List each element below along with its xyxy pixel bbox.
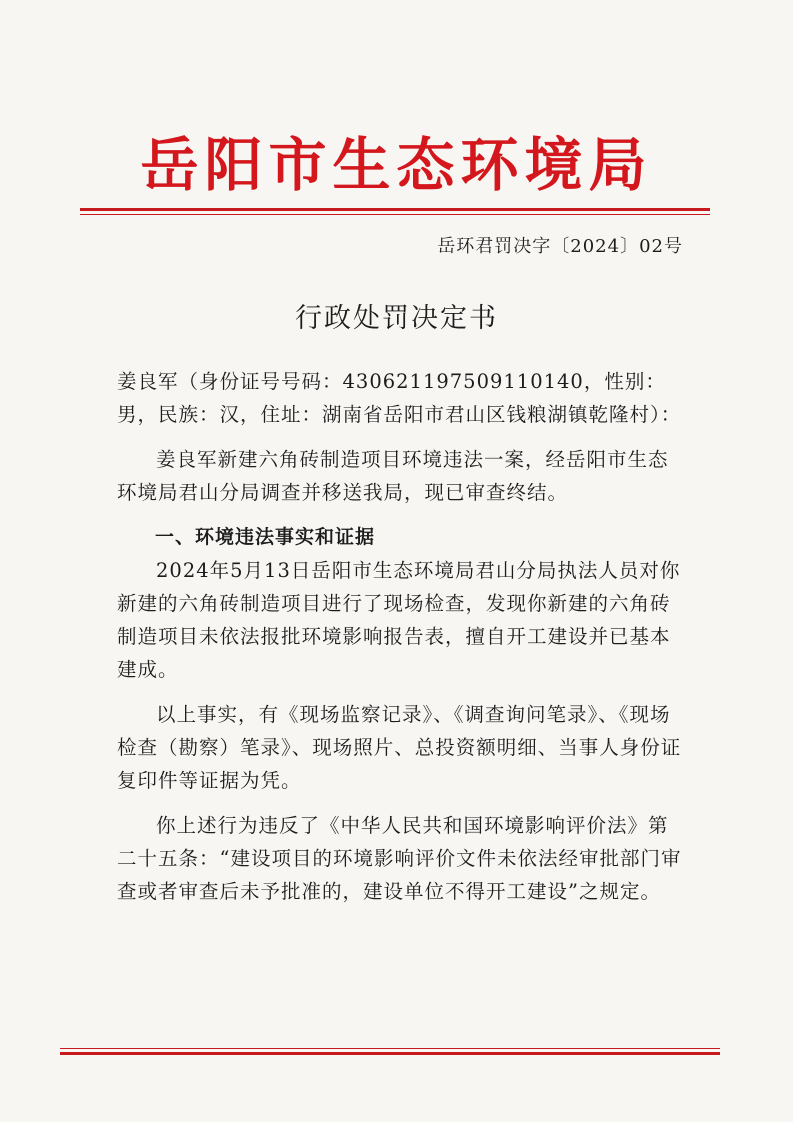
- intro-paragraph: 姜良军新建六角砖制造项目环境违法一案，经岳阳市生态环境局君山分局调查并移送我局，现已审查终结。: [117, 448, 669, 504]
- header-rule-thick: [80, 208, 710, 211]
- header-rule-thin: [80, 214, 710, 215]
- footer-rule-thick: [60, 1052, 720, 1055]
- evidence-paragraph: 以上事实，有《现场监察记录》、《调查询问笔录》、《现场检查（勘察）笔录》、现场照片、总投资额明细、当事人身份证复印件等证据为凭。: [117, 703, 682, 792]
- fact-paragraph: 2024年5月13日岳阳市生态环境局君山分局执法人员对你新建的六角砖制造项目进行了现场检查，发现你新建的六角砖制造项目未依法报批环境影响报告表，擅自开工建设并已基本建成。: [117, 559, 681, 681]
- doc-number: 岳环君罚决字〔2024〕02号: [437, 236, 683, 257]
- doc-title: 行政处罚决定书: [295, 303, 498, 334]
- law-paragraph: 你上述行为违反了《中华人民共和国环境影响评价法》第二十五条：“建设项目的环境影响评价文件未依法经审批部门审查或者审查后未予批准的，建设单位不得开工建设”之规定。: [117, 814, 682, 903]
- section-heading: 一、环境违法事实和证据: [155, 526, 376, 548]
- org-title: 岳阳市生态环境局: [140, 131, 653, 199]
- document-body: [117, 365, 687, 908]
- party-info: 姜良军（身份证号号码：430621197509110140，性别：男，民族：汉，住址：湖南省岳阳市君山区钱粮湖镇乾隆村）：: [117, 370, 682, 426]
- footer-rule-thin: [60, 1048, 720, 1049]
